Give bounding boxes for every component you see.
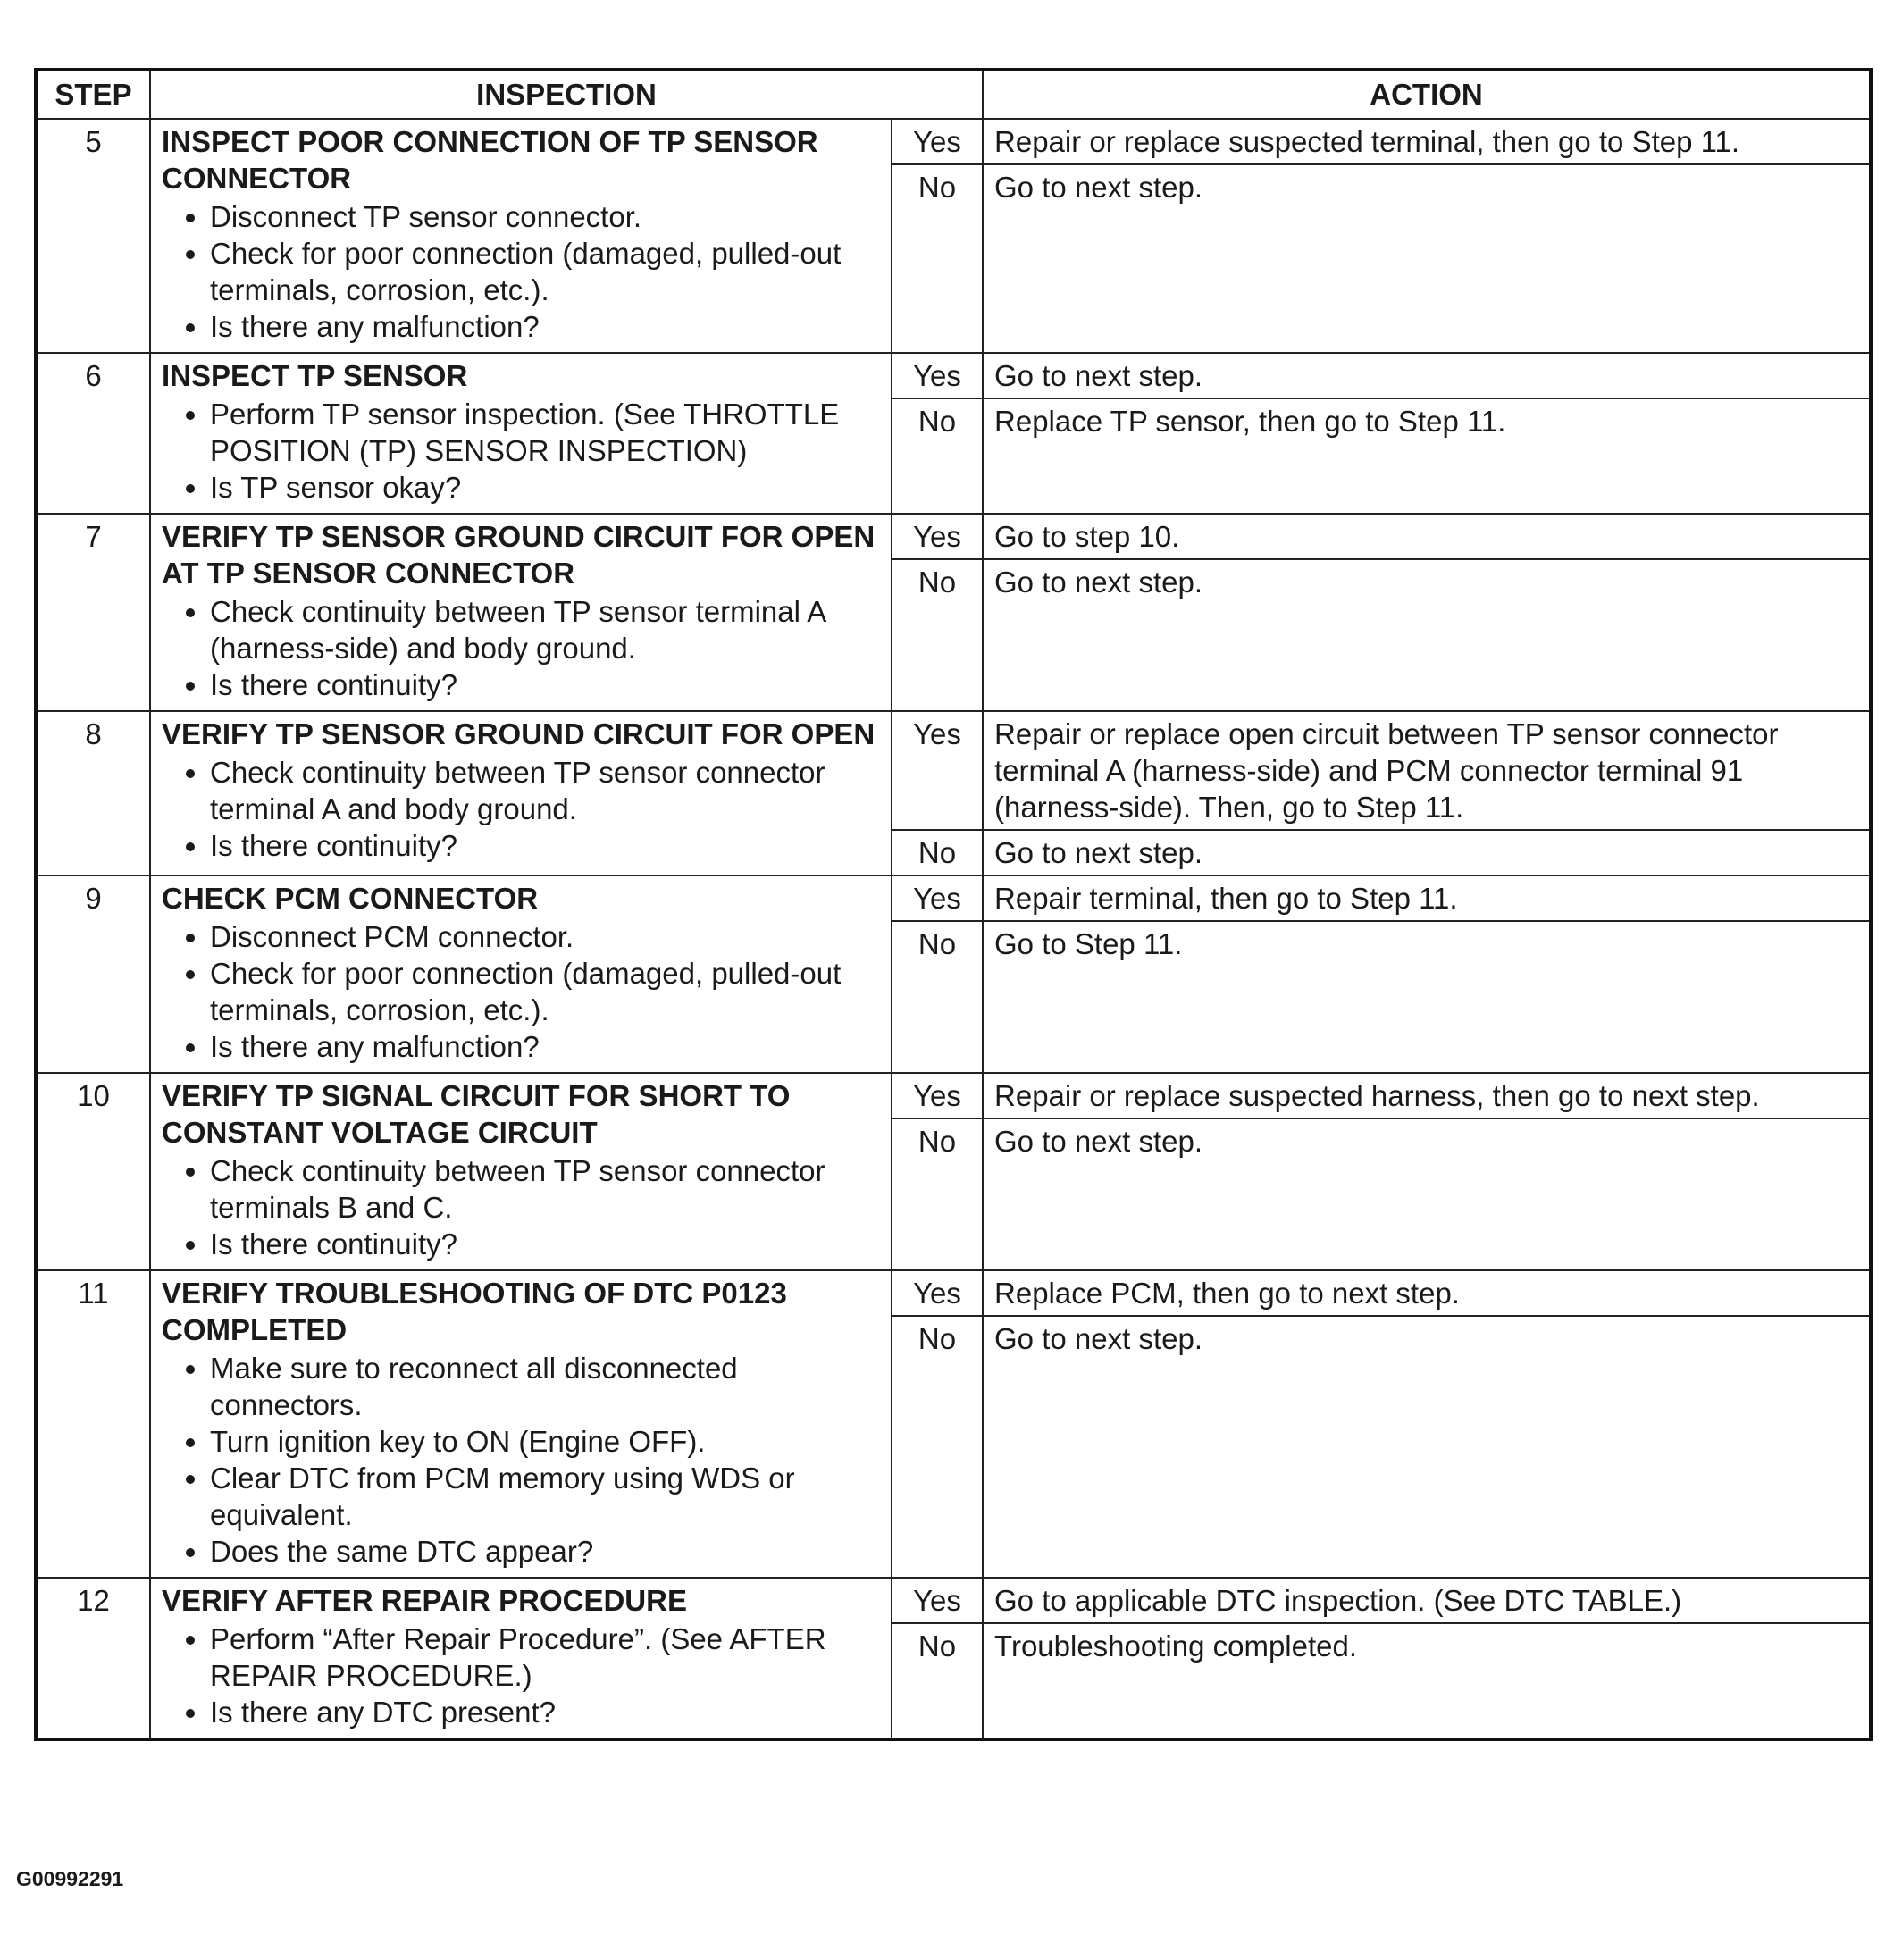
inspection-bullets bbox=[162, 754, 882, 864]
troubleshooting-table bbox=[34, 68, 1873, 1741]
step-number: 6 bbox=[36, 353, 150, 514]
inspection-bullet: • Check for poor connection (damaged, pulled-out terminals, corrosion, etc.). bbox=[210, 235, 882, 308]
yes-action: Go to step 10. bbox=[983, 514, 1871, 559]
troubleshooting-sheet bbox=[34, 68, 1869, 1741]
yes-label: Yes bbox=[892, 1270, 983, 1316]
inspection-title: VERIFY AFTER REPAIR PROCEDURE bbox=[162, 1584, 687, 1617]
table-row bbox=[36, 1270, 1871, 1316]
step-number: 9 bbox=[36, 875, 150, 1073]
no-action: Troubleshooting completed. bbox=[983, 1623, 1871, 1739]
inspection-bullet: • Perform “After Repair Procedure”. (See AFTER REPAIR PROCEDURE.) bbox=[210, 1621, 882, 1694]
step-number: 12 bbox=[36, 1578, 150, 1739]
header-row bbox=[36, 70, 1871, 119]
no-action: Go to next step. bbox=[983, 164, 1871, 353]
no-label: No bbox=[892, 830, 983, 875]
inspection-cell bbox=[150, 353, 892, 514]
inspection-bullet: • Is there any malfunction? bbox=[210, 1028, 882, 1065]
inspection-bullet: • Check continuity between TP sensor connector terminals B and C. bbox=[210, 1152, 882, 1226]
table-row bbox=[36, 711, 1871, 830]
no-label: No bbox=[892, 559, 983, 711]
inspection-cell bbox=[150, 119, 892, 353]
no-label: No bbox=[892, 921, 983, 1073]
inspection-title: INSPECT POOR CONNECTION OF TP SENSOR CONNECTOR bbox=[162, 125, 818, 195]
yes-action: Repair or replace open circuit between TP sensor connector terminal A (harness-side) and PCM connector terminal 91 (harness-side). Then, go to Step 11. bbox=[983, 711, 1871, 830]
inspection-title: VERIFY TROUBLESHOOTING OF DTC P0123 COMPLETED bbox=[162, 1277, 787, 1346]
step-number: 5 bbox=[36, 119, 150, 353]
inspection-cell bbox=[150, 514, 892, 711]
step-number: 11 bbox=[36, 1270, 150, 1578]
no-action: Go to Step 11. bbox=[983, 921, 1871, 1073]
inspection-title: CHECK PCM CONNECTOR bbox=[162, 882, 539, 915]
inspection-title: VERIFY TP SENSOR GROUND CIRCUIT FOR OPEN bbox=[162, 717, 876, 750]
no-action: Replace TP sensor, then go to Step 11. bbox=[983, 398, 1871, 514]
inspection-cell bbox=[150, 1578, 892, 1739]
inspection-bullets bbox=[162, 1350, 882, 1570]
inspection-bullet: • Disconnect TP sensor connector. bbox=[210, 198, 882, 235]
table-row bbox=[36, 1073, 1871, 1118]
table-row bbox=[36, 119, 1871, 164]
no-action: Go to next step. bbox=[983, 1118, 1871, 1270]
inspection-bullet: • Check continuity between TP sensor terminal A (harness-side) and body ground. bbox=[210, 593, 882, 666]
no-label: No bbox=[892, 1316, 983, 1578]
inspection-title: VERIFY TP SENSOR GROUND CIRCUIT FOR OPEN AT TP SENSOR CONNECTOR bbox=[162, 520, 876, 590]
inspection-bullet: • Is there continuity? bbox=[210, 827, 882, 864]
inspection-bullets bbox=[162, 396, 882, 506]
inspection-bullet: • Check continuity between TP sensor connector terminal A and body ground. bbox=[210, 754, 882, 827]
table-row bbox=[36, 353, 1871, 398]
yes-label: Yes bbox=[892, 1073, 983, 1118]
yes-label: Yes bbox=[892, 1578, 983, 1623]
no-label: No bbox=[892, 164, 983, 353]
inspection-bullets bbox=[162, 918, 882, 1065]
no-label: No bbox=[892, 1118, 983, 1270]
no-label: No bbox=[892, 1623, 983, 1739]
inspection-bullet: • Turn ignition key to ON (Engine OFF). bbox=[210, 1423, 882, 1460]
inspection-bullet: • Make sure to reconnect all disconnected connectors. bbox=[210, 1350, 882, 1423]
inspection-bullets bbox=[162, 198, 882, 345]
no-label: No bbox=[892, 398, 983, 514]
inspection-bullet: • Does the same DTC appear? bbox=[210, 1533, 882, 1570]
no-action: Go to next step. bbox=[983, 559, 1871, 711]
yes-label: Yes bbox=[892, 514, 983, 559]
inspection-bullet: • Is there any malfunction? bbox=[210, 308, 882, 345]
no-action: Go to next step. bbox=[983, 1316, 1871, 1578]
inspection-title: VERIFY TP SIGNAL CIRCUIT FOR SHORT TO CONSTANT VOLTAGE CIRCUIT bbox=[162, 1079, 791, 1149]
table-body bbox=[36, 119, 1871, 1739]
figure-code: G00992291 bbox=[16, 1867, 124, 1890]
table-row bbox=[36, 1578, 1871, 1623]
inspection-bullet: • Check for poor connection (damaged, pulled-out terminals, corrosion, etc.). bbox=[210, 955, 882, 1028]
yes-action: Go to next step. bbox=[983, 353, 1871, 398]
inspection-bullet: • Clear DTC from PCM memory using WDS or equivalent. bbox=[210, 1460, 882, 1533]
yes-action: Repair or replace suspected harness, then go to next step. bbox=[983, 1073, 1871, 1118]
yes-action: Repair or replace suspected terminal, then go to Step 11. bbox=[983, 119, 1871, 164]
inspection-bullets bbox=[162, 1152, 882, 1262]
yes-action: Replace PCM, then go to next step. bbox=[983, 1270, 1871, 1316]
inspection-bullet: • Is TP sensor okay? bbox=[210, 469, 882, 506]
no-action: Go to next step. bbox=[983, 830, 1871, 875]
inspection-cell bbox=[150, 875, 892, 1073]
inspection-cell bbox=[150, 1270, 892, 1578]
inspection-bullet: • Is there continuity? bbox=[210, 1226, 882, 1262]
yes-action: Go to applicable DTC inspection. (See DTC TABLE.) bbox=[983, 1578, 1871, 1623]
inspection-bullet: • Perform TP sensor inspection. (See THROTTLE POSITION (TP) SENSOR INSPECTION) bbox=[210, 396, 882, 469]
yes-label: Yes bbox=[892, 875, 983, 921]
inspection-bullet: • Is there any DTC present? bbox=[210, 1694, 882, 1730]
inspection-bullet: • Is there continuity? bbox=[210, 666, 882, 703]
step-number: 10 bbox=[36, 1073, 150, 1270]
yes-action: Repair terminal, then go to Step 11. bbox=[983, 875, 1871, 921]
inspection-cell bbox=[150, 1073, 892, 1270]
inspection-bullets bbox=[162, 1621, 882, 1730]
table-row bbox=[36, 514, 1871, 559]
yes-label: Yes bbox=[892, 711, 983, 830]
yes-label: Yes bbox=[892, 353, 983, 398]
step-number: 8 bbox=[36, 711, 150, 875]
inspection-cell bbox=[150, 711, 892, 875]
inspection-bullet: • Disconnect PCM connector. bbox=[210, 918, 882, 955]
yes-label: Yes bbox=[892, 119, 983, 164]
step-number: 7 bbox=[36, 514, 150, 711]
inspection-header: INSPECTION bbox=[150, 70, 983, 119]
inspection-bullets bbox=[162, 593, 882, 703]
inspection-title: INSPECT TP SENSOR bbox=[162, 359, 468, 392]
step-header: STEP bbox=[36, 70, 150, 119]
table-row bbox=[36, 875, 1871, 921]
action-header: ACTION bbox=[983, 70, 1871, 119]
